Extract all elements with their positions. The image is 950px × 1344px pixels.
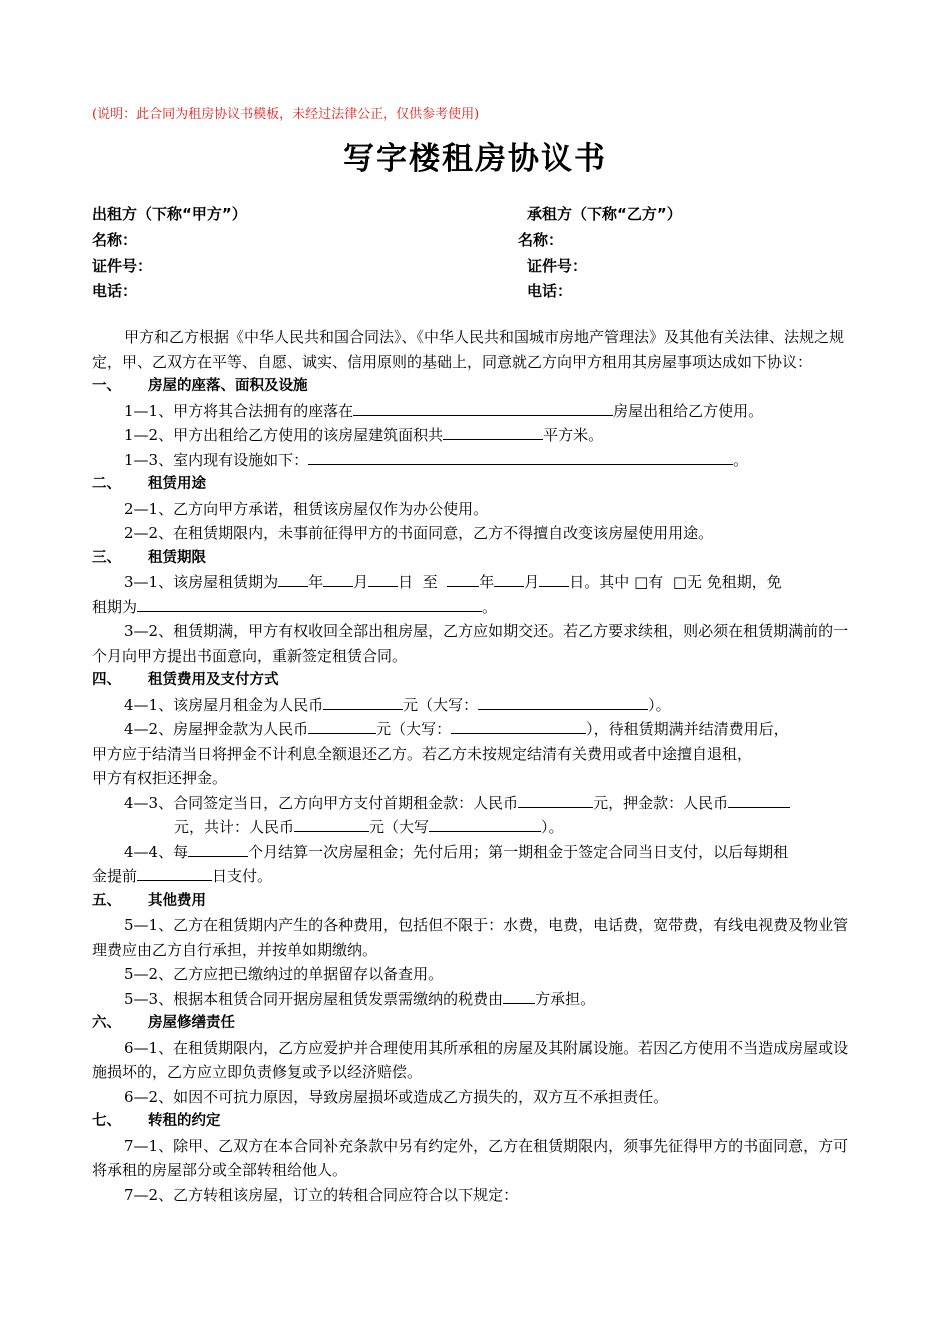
clause-4-3-cont: 元，共计：人民币 元（大写 ）。 — [174, 818, 564, 836]
clause-4-2-cont2: 甲方有权拒还押金。 — [92, 769, 228, 787]
lessee-label: 承租方（下称“乙方”） — [527, 205, 682, 223]
section-4-heading: 四、 租赁费用及支付方式 — [92, 672, 279, 688]
start-day-blank[interactable] — [368, 571, 398, 587]
monthly-rent-words-blank[interactable] — [478, 694, 648, 710]
clause-4-2: 4—2、房屋押金款为人民币 元（大写： ），待租赁期满并结清费用后， — [124, 720, 789, 738]
clause-7-1: 7—1、除甲、乙双方在本合同补充条款中另有约定外，乙方在租赁期限内，须事先征得甲方的书面同意，方可将承租的房屋部分或全部转租给他人。 — [92, 1136, 849, 1179]
lessee-name-label: 名称： — [518, 231, 564, 249]
end-day-blank[interactable] — [539, 571, 569, 587]
area-blank[interactable] — [443, 424, 543, 440]
section-1-heading: 一、 房屋的座落、面积及设施 — [92, 378, 308, 394]
clause-6-1: 6—1、在租赁期限内，乙方应爱护并合理使用其所承租的房屋及其附属设施。若因乙方使用不当造成房屋或设施损坏的，乙方应立即负责修复或予以经济赔偿。 — [92, 1038, 849, 1081]
clause-2-2: 2—2、在租赁期限内，未事前征得甲方的书面同意，乙方不得擅自改变该房屋使用用途。 — [124, 524, 714, 542]
settle-months-blank[interactable] — [188, 841, 248, 857]
rent-free-blank[interactable] — [137, 596, 482, 612]
clause-5-3: 5—3、根据本租赁合同开据房屋租赁发票需缴纳的税费由 方承担。 — [124, 989, 596, 1008]
lessee-id-label: 证件号： — [527, 257, 588, 275]
checkbox-yes[interactable]: □有 — [634, 573, 664, 591]
end-month-blank[interactable] — [494, 571, 524, 587]
clause-4-3: 4—3、合同签定当日，乙方向甲方支付首期租金款：人民币 元，押金款：人民币 — [92, 791, 857, 816]
section-3-heading: 三、 租赁期限 — [92, 549, 206, 566]
section-7-heading: 七、 转租的约定 — [92, 1113, 221, 1129]
tax-party-blank[interactable] — [503, 988, 535, 1004]
contract-body — [92, 325, 857, 1207]
end-year-blank[interactable] — [447, 571, 479, 587]
clause-6-2: 6—2、如因不可抗力原因，导致房屋损坏或造成乙方损失的，双方互不承担责任。 — [124, 1087, 669, 1106]
total-words-blank[interactable] — [429, 816, 541, 832]
clause-5-1: 5—1、乙方在租赁期内产生的各种费用，包括但不限于：水费，电费，电话费，宽带费，有线电视费及物业管理费应由乙方自行承担，并按单如期缴纳。 — [92, 916, 849, 959]
lessor-id-label: 证件号： — [92, 257, 153, 275]
clause-4-4: 4—4、每 个月结算一次房屋租金；先付后用；第一期租金于签定合同当日支付，以后每期租 — [124, 842, 789, 861]
facilities-blank[interactable] — [308, 449, 733, 465]
clause-2-1: 2—1、乙方向甲方承诺，租赁该房屋仅作为办公使用。 — [124, 499, 489, 518]
clause-3-1-cont: 租期为 。 — [92, 597, 498, 616]
clause-3-1: 3—1、该房屋租赁期为 年 月 日 至 年 月 日。其中 □有 □无 免租期，免 — [124, 573, 782, 591]
clause-5-2: 5—2、乙方应把已缴纳过的单据留存以备查用。 — [124, 965, 444, 983]
clause-4-4-cont: 金提前 日支付。 — [92, 867, 273, 885]
section-6-heading: 六、 房屋修缮责任 — [92, 1015, 235, 1031]
monthly-rent-blank[interactable] — [323, 694, 403, 710]
clause-7-2: 7—2、乙方转租该房屋，订立的转租合同应符合以下规定： — [124, 1185, 519, 1204]
checkbox-no[interactable]: □无 — [672, 573, 703, 591]
lessor-label: 出租方（下称“甲方”） — [92, 205, 247, 223]
start-year-blank[interactable] — [278, 571, 308, 587]
clause-1-2: 1—2、甲方出租给乙方使用的该房屋建筑面积共 平方米。 — [124, 426, 604, 444]
clause-3-2: 3—2、租赁期满，甲方有权收回全部出租房屋，乙方应如期交还。若乙方要求续租，则必须在租赁期满前的一个月向甲方提出书面意向，重新签定租赁合同。 — [92, 622, 849, 665]
clause-4-1: 4—1、该房屋月租金为人民币 元（大写： ）。 — [124, 695, 671, 714]
start-month-blank[interactable] — [323, 571, 353, 587]
first-rent-blank[interactable] — [518, 792, 593, 808]
clause-1-3: 1—3、室内现有设施如下： 。 — [124, 450, 749, 469]
location-blank[interactable] — [353, 400, 613, 416]
deposit-words-blank[interactable] — [451, 718, 586, 734]
lessor-name-label: 名称： — [92, 231, 138, 249]
intro-paragraph: 甲方和乙方根据《中华人民共和国合同法》、《中华人民共和国城市房地产管理法》及其他有关法律、法规之规定，甲、乙双方在平等、自愿、诚实、信用原则的基础上，同意就乙方向甲方租用其房屋事项达成如下协议： — [92, 328, 845, 371]
page-title: 写字楼租房协议书 — [343, 141, 607, 177]
disclaimer-note: (说明：此合同为租房协议书模板，未经过法律公正，仅供参考使用) — [92, 107, 480, 122]
lessor-phone-label: 电话： — [92, 282, 138, 300]
prepay-days-blank[interactable] — [137, 865, 212, 881]
deposit-blank[interactable] — [308, 718, 376, 734]
clause-4-2-cont1: 甲方应于结清当日将押金不计利息全额退还乙方。若乙方未按规定结清有关费用或者中途擅自退租， — [92, 744, 753, 763]
section-2-heading: 二、 租赁用途 — [92, 476, 206, 492]
clause-1-1: 1—1、甲方将其合法拥有的座落在 房屋出租给乙方使用。 — [124, 401, 764, 420]
section-5-heading: 五、 其他费用 — [92, 892, 206, 909]
lessee-phone-label: 电话： — [527, 282, 573, 300]
deposit-amount-blank[interactable] — [728, 792, 790, 808]
total-blank[interactable] — [294, 816, 369, 832]
